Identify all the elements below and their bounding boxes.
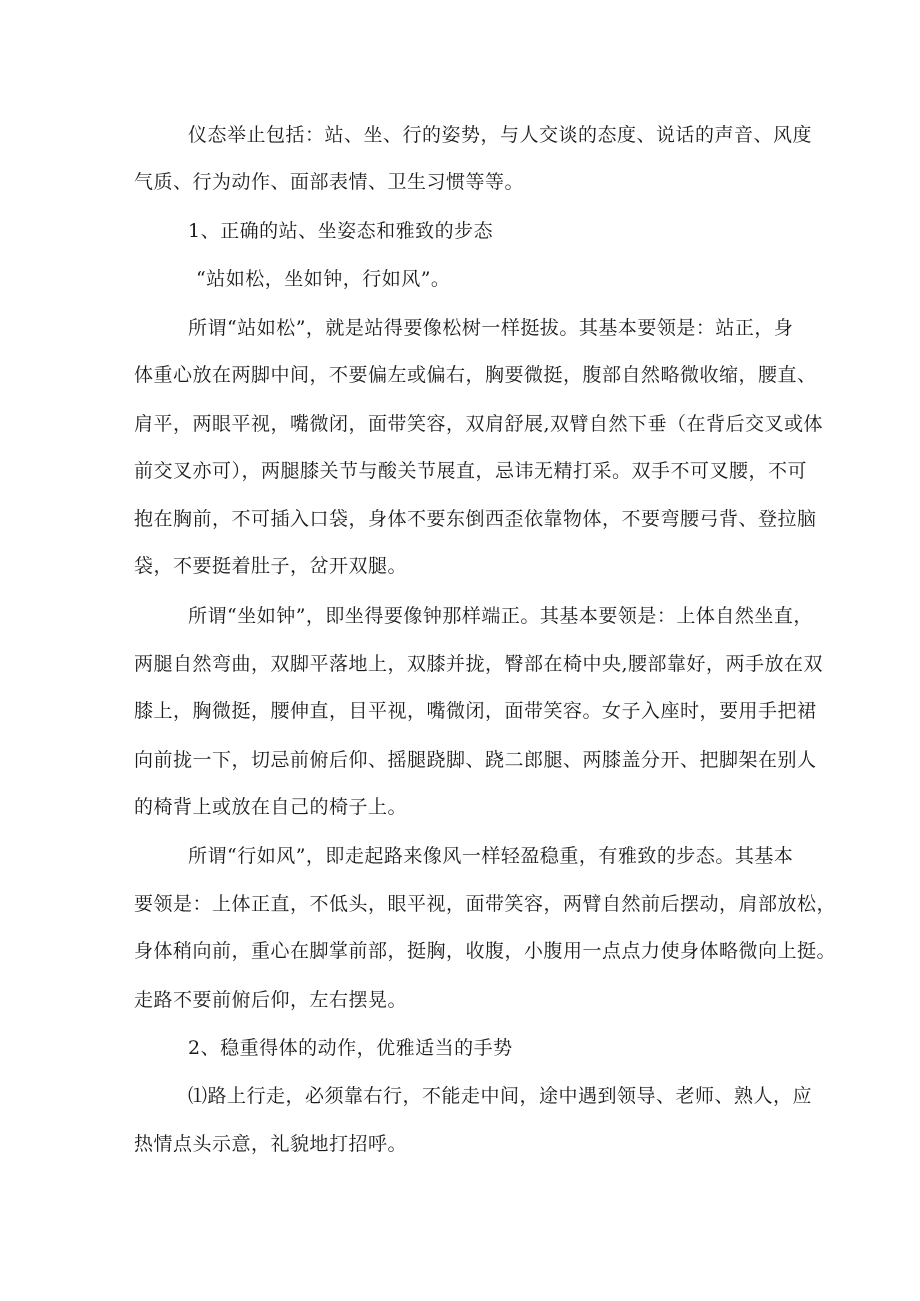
text-line: 要领是：上体正直，不低头，眼平视，面带笑容，两臂自然前后摆动，肩部放松，: [134, 893, 837, 915]
text-line: 身体稍向前，重心在脚掌前部，挺胸，收腹，小腹用一点点力使身体略微向上挺。: [134, 940, 837, 962]
heading-text: 2、稳重得体的动作，优雅适当的手势: [188, 1037, 513, 1059]
heading-text: 1、正确的站、坐姿态和雅致的步态: [188, 220, 494, 242]
text-line: 所谓“行如风”，即走起路来像风一样轻盈稳重，有雅致的步态。其基本: [188, 845, 794, 867]
text-line: 气质、行为动作、面部表情、卫生习惯等等。: [134, 171, 525, 193]
text-line: 的椅背上或放在自己的椅子上。: [134, 796, 408, 818]
text-line: 走路不要前俯后仰，左右摆晃。: [134, 989, 408, 1011]
text-line: 所谓“坐如钟”，即坐得要像钟那样端正。其基本要领是：上体自然坐直，: [188, 605, 813, 627]
text-line: “站如松，坐如钟，行如风”。: [196, 268, 451, 290]
text-line: 仪态举止包括：站、坐、行的姿势，与人交谈的态度、说话的声音、风度: [188, 124, 813, 146]
text-line: ⑴路上行走，必须靠右行，不能走中间，途中遇到领导、老师、熟人，应: [188, 1085, 813, 1107]
text-line: 膝上，胸微挺，腰伸直，目平视，嘴微闭，面带笑容。女子入座时，要用手把裙: [134, 700, 817, 722]
text-line: 前交叉亦可），两腿膝关节与酸关节展直，忌讳无精打采。双手不可叉腰，不可: [134, 460, 808, 482]
text-line: 体重心放在两脚中间，不要偏左或偏右，胸要微挺，腹部自然略微收缩，腰直、: [134, 364, 817, 386]
text-line: 向前拢一下，切忌前俯后仰、摇腿跷脚、跷二郎腿、两膝盖分开、把脚架在别人: [134, 749, 817, 771]
text-line: 所谓“站如松”，就是站得要像松树一样挺拔。其基本要领是：站正，身: [188, 317, 794, 339]
text-line: 热情点头示意，礼貌地打招呼。: [134, 1133, 408, 1155]
text-line: 肩平，两眼平视，嘴微闭，面带笑容，双肩舒展,双臂自然下垂（在背后交叉或体: [134, 413, 824, 435]
text-line: 抱在胸前，不可插入口袋，身体不要东倒西歪依靠物体，不要弯腰弓背、登拉脑: [134, 508, 817, 530]
text-line: 袋，不要挺着肚子，岔开双腿。: [134, 555, 408, 577]
text-line: 两腿自然弯曲，双脚平落地上，双膝并拢，臀部在椅中央,腰部靠好，两手放在双: [134, 653, 824, 675]
